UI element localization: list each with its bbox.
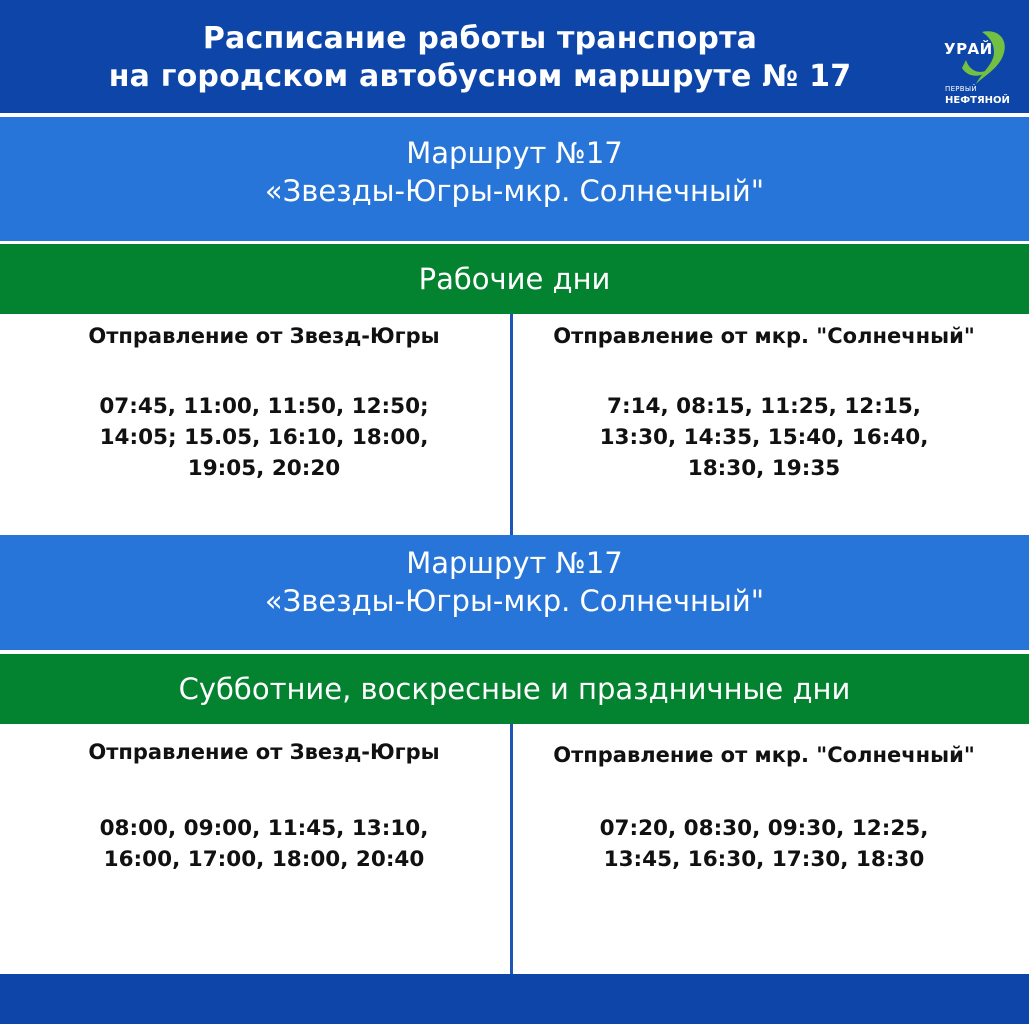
departure-heading: Отправление от мкр. "Солнечный" <box>553 743 975 767</box>
header-bar <box>0 0 1029 113</box>
departure-times <box>30 813 498 875</box>
times-line: 19:05, 20:20 <box>187 456 341 481</box>
departure-right-weekday <box>514 322 1014 484</box>
times-line: 18:30, 19:35 <box>687 456 841 481</box>
logo-top-text: УРАЙ <box>944 40 993 58</box>
route-banner-weekday <box>0 117 1029 241</box>
route-banner-weekend <box>0 535 1029 650</box>
page-title <box>60 20 900 96</box>
departure-times <box>30 391 498 484</box>
route-name: «Звезды-Югры-мкр. Солнечный" <box>264 174 765 208</box>
page-title-line-2: на городском автобусном маршруте № 17 <box>108 59 852 94</box>
departure-times <box>514 813 1014 875</box>
logo-bottom-text: НЕФТЯНОЙ <box>945 95 1010 106</box>
column-divider <box>510 724 513 974</box>
times-line: 07:45, 11:00, 11:50, 12:50; <box>99 394 429 419</box>
departure-right-weekend <box>514 741 1014 875</box>
departure-heading: Отправление от Звезд-Югры <box>88 740 440 764</box>
departure-heading: Отправление от мкр. "Солнечный" <box>553 324 975 348</box>
route-number: Маршрут №17 <box>406 546 623 580</box>
schedule-weekday <box>0 314 1029 535</box>
logo-small-text: ПЕРВЫЙ <box>945 85 977 93</box>
departure-left-weekend <box>30 738 498 875</box>
times-line: 16:00, 17:00, 18:00, 20:40 <box>103 847 425 872</box>
schedule-weekend <box>0 724 1029 974</box>
departure-heading: Отправление от Звезд-Югры <box>88 324 440 348</box>
route-name: «Звезды-Югры-мкр. Солнечный" <box>264 584 765 618</box>
times-line: 14:05; 15.05, 16:10, 18:00, <box>99 425 429 450</box>
uray-logo <box>936 24 1014 112</box>
footer-bar <box>0 974 1029 1024</box>
times-line: 13:45, 16:30, 17:30, 18:30 <box>603 847 925 872</box>
column-divider <box>510 314 513 535</box>
day-type-weekend: Субботние, воскресные и праздничные дни <box>0 654 1029 724</box>
times-line: 08:00, 09:00, 11:45, 13:10, <box>99 816 429 841</box>
route-number: Маршрут №17 <box>406 136 623 170</box>
day-type-weekday: Рабочие дни <box>0 244 1029 314</box>
times-line: 7:14, 08:15, 11:25, 12:15, <box>607 394 921 419</box>
departure-times <box>514 391 1014 484</box>
departure-left-weekday <box>30 322 498 484</box>
page-title-line-1: Расписание работы транспорта <box>202 21 758 56</box>
times-line: 07:20, 08:30, 09:30, 12:25, <box>599 816 929 841</box>
times-line: 13:30, 14:35, 15:40, 16:40, <box>599 425 929 450</box>
